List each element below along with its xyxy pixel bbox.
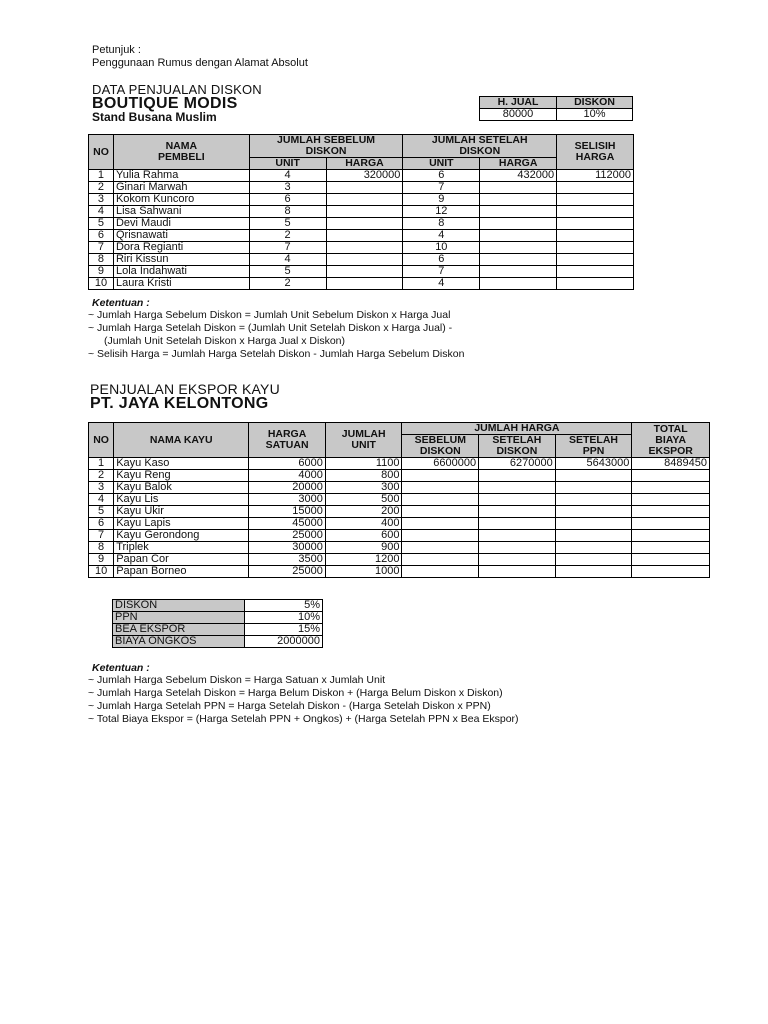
section2-rule-3: ~ Jumlah Harga Setelah PPN = Harga Setelah Diskon - (Harga Setelah Diskon x PPN): [88, 700, 491, 712]
row-harga-setelah: [480, 266, 557, 278]
row-total-biaya: [632, 554, 710, 566]
row-harga-sebelum: [326, 266, 403, 278]
row-harga-satuan: 45000: [249, 518, 326, 530]
row-jumlah-unit: 1200: [325, 554, 402, 566]
table-row: [89, 566, 710, 578]
row-unit-setelah: 9: [403, 194, 480, 206]
row-harga-satuan: 4000: [249, 470, 326, 482]
row-setelah-diskon: [479, 470, 556, 482]
table-row: [89, 506, 710, 518]
section1-subtitle: Stand Busana Muslim: [92, 110, 217, 124]
row-unit-setelah: 7: [403, 266, 480, 278]
row-harga-sebelum: [326, 206, 403, 218]
section2-rule-4: ~ Total Biaya Ekspor = (Harga Setelah PPN + Ongkos) + (Harga Setelah PPN x Bea Ekspor): [88, 713, 519, 725]
row-nama-pembeli: Yulia Rahma: [113, 170, 249, 182]
row-unit-setelah: 6: [403, 170, 480, 182]
col-nama-pembeli: [113, 135, 249, 170]
col-selisih-line1: SELISIH: [574, 140, 616, 152]
row-no: 10: [89, 278, 114, 290]
row-total-biaya: [632, 494, 710, 506]
row-selisih-harga: [557, 194, 634, 206]
row-harga-setelah: [480, 230, 557, 242]
row-nama-kayu: Triplek: [114, 542, 249, 554]
row-unit-sebelum: 2: [249, 230, 326, 242]
col2-nama-kayu: NAMA KAYU: [114, 423, 249, 458]
row-total-biaya: [632, 566, 710, 578]
row-no: 7: [89, 242, 114, 254]
row-setelah-diskon: [479, 542, 556, 554]
row-total-biaya: [632, 530, 710, 542]
row-sebelum-diskon: [402, 506, 479, 518]
col-jumlah-sebelum: [249, 135, 403, 158]
row-no: 5: [89, 506, 114, 518]
section1-rule-3: (Jumlah Unit Setelah Diskon x Harga Jual x Diskon): [104, 335, 346, 347]
col2-ppn-line2: PPN: [582, 445, 605, 457]
row-unit-sebelum: 8: [249, 206, 326, 218]
row-nama-kayu: Kayu Kaso: [114, 458, 249, 470]
row-setelah-ppn: [555, 518, 632, 530]
table-row: [89, 458, 710, 470]
row-setelah-diskon: [479, 530, 556, 542]
col2-total-line2: BIAYA: [655, 433, 687, 446]
row-no: 2: [89, 470, 114, 482]
row-no: 7: [89, 530, 114, 542]
row-unit-setelah: 8: [403, 218, 480, 230]
col2-sebelum-line1: SEBELUM: [414, 434, 466, 446]
parameter-row: [113, 624, 323, 636]
parameter-value: 5%: [245, 600, 323, 612]
row-no: 6: [89, 230, 114, 242]
row-selisih-harga: [557, 218, 634, 230]
table-row: [89, 242, 634, 254]
row-setelah-ppn: [555, 566, 632, 578]
row-total-biaya: [632, 482, 710, 494]
row-unit-setelah: 4: [403, 230, 480, 242]
row-nama-kayu: Kayu Lapis: [114, 518, 249, 530]
row-jumlah-unit: 300: [325, 482, 402, 494]
col2-harga-line1: HARGA: [267, 428, 307, 440]
row-nama-pembeli: Lola Indahwati: [113, 266, 249, 278]
table-row: [89, 482, 710, 494]
col2-jumlah-unit: [325, 423, 402, 458]
row-nama-kayu: Papan Borneo: [114, 566, 249, 578]
row-no: 3: [89, 194, 114, 206]
row-sebelum-diskon: [402, 494, 479, 506]
parameter-value: 2000000: [245, 636, 323, 648]
section1-rule-2: ~ Jumlah Harga Setelah Diskon = (Jumlah Unit Setelah Diskon x Harga Jual) -: [88, 322, 453, 334]
table-row: [89, 266, 634, 278]
table-row: [89, 530, 710, 542]
row-no: 9: [89, 266, 114, 278]
row-harga-setelah: [480, 218, 557, 230]
row-jumlah-unit: 200: [325, 506, 402, 518]
row-harga-satuan: 20000: [249, 482, 326, 494]
parameter-row: [113, 636, 323, 648]
table-row: [89, 254, 634, 266]
row-harga-satuan: 3500: [249, 554, 326, 566]
row-harga-setelah: [480, 206, 557, 218]
row-selisih-harga: [557, 254, 634, 266]
row-setelah-ppn: [555, 506, 632, 518]
row-no: 10: [89, 566, 114, 578]
row-setelah-diskon: [479, 554, 556, 566]
row-nama-kayu: Papan Cor: [114, 554, 249, 566]
row-nama-pembeli: Devi Maudi: [113, 218, 249, 230]
row-unit-sebelum: 7: [249, 242, 326, 254]
row-selisih-harga: [557, 278, 634, 290]
row-no: 8: [89, 542, 114, 554]
section2-company: PT. JAYA KELONTONG: [90, 395, 269, 412]
intro-line-1: Petunjuk :: [92, 44, 141, 56]
row-harga-setelah: [480, 242, 557, 254]
row-unit-setelah: 7: [403, 182, 480, 194]
col-setelah-line1: JUMLAH SETELAH: [431, 134, 528, 146]
row-no: 1: [89, 458, 114, 470]
row-selisih-harga: 112000: [557, 170, 634, 182]
table-row: [89, 182, 634, 194]
col-nama-line2: PEMBELI: [157, 151, 205, 163]
row-harga-sebelum: 320000: [326, 170, 403, 182]
section2-rule-1: ~ Jumlah Harga Sebelum Diskon = Harga Satuan x Jumlah Unit: [88, 674, 386, 686]
row-sebelum-diskon: [402, 530, 479, 542]
row-sebelum-diskon: [402, 554, 479, 566]
col-selisih-harga: [557, 135, 634, 170]
parameter-value: 10%: [245, 612, 323, 624]
table-row: [89, 470, 710, 482]
col-jumlah-setelah: [403, 135, 557, 158]
row-total-biaya: [632, 518, 710, 530]
row-unit-sebelum: 6: [249, 194, 326, 206]
col2-jumlah-line2: UNIT: [351, 439, 376, 451]
row-total-biaya: [632, 506, 710, 518]
row-jumlah-unit: 900: [325, 542, 402, 554]
row-total-biaya: [632, 542, 710, 554]
row-setelah-ppn: [555, 470, 632, 482]
col2-setelah-line2: DISKON: [496, 445, 538, 457]
row-selisih-harga: [557, 182, 634, 194]
row-unit-sebelum: 5: [249, 266, 326, 278]
col-unit-setelah: UNIT: [403, 158, 480, 170]
table-row: [89, 218, 634, 230]
col-unit-sebelum: UNIT: [249, 158, 326, 170]
row-unit-setelah: 6: [403, 254, 480, 266]
row-sebelum-diskon: 6600000: [402, 458, 479, 470]
col2-sebelum-line2: DISKON: [419, 445, 461, 457]
parameter-table: [112, 599, 323, 648]
h-jual-value: 80000: [480, 109, 557, 121]
row-harga-setelah: 432000: [480, 170, 557, 182]
row-no: 2: [89, 182, 114, 194]
row-no: 3: [89, 482, 114, 494]
row-nama-kayu: Kayu Lis: [114, 494, 249, 506]
row-selisih-harga: [557, 242, 634, 254]
row-sebelum-diskon: [402, 482, 479, 494]
row-setelah-ppn: [555, 530, 632, 542]
row-no: 5: [89, 218, 114, 230]
row-jumlah-unit: 600: [325, 530, 402, 542]
parameter-value: 15%: [245, 624, 323, 636]
row-harga-satuan: 25000: [249, 530, 326, 542]
table-row: [89, 278, 634, 290]
col-selisih-line2: HARGA: [575, 151, 615, 163]
col2-jumlah-harga: JUMLAH HARGA: [402, 423, 632, 435]
row-nama-pembeli: Dora Regianti: [113, 242, 249, 254]
row-harga-satuan: 15000: [249, 506, 326, 518]
row-setelah-diskon: [479, 566, 556, 578]
row-harga-satuan: 6000: [249, 458, 326, 470]
row-setelah-ppn: [555, 554, 632, 566]
row-jumlah-unit: 400: [325, 518, 402, 530]
row-setelah-diskon: [479, 518, 556, 530]
row-harga-satuan: 3000: [249, 494, 326, 506]
row-unit-sebelum: 5: [249, 218, 326, 230]
section1-company: BOUTIQUE MODIS: [92, 95, 238, 112]
row-harga-satuan: 25000: [249, 566, 326, 578]
parameter-label: BIAYA ONGKOS: [113, 636, 245, 648]
table-row: [89, 542, 710, 554]
parameter-row: [113, 612, 323, 624]
col2-jumlah-line1: JUMLAH: [341, 428, 386, 440]
section1-title: DATA PENJUALAN DISKON: [92, 82, 262, 97]
section1-rule-1: ~ Jumlah Harga Sebelum Diskon = Jumlah Unit Sebelum Diskon x Harga Jual: [88, 309, 451, 321]
col-sebelum-line1: JUMLAH SEBELUM: [277, 134, 376, 146]
row-setelah-diskon: [479, 494, 556, 506]
row-no: 1: [89, 170, 114, 182]
col-harga-sebelum: HARGA: [326, 158, 403, 170]
col2-ppn-line1: SETELAH: [569, 434, 619, 446]
row-sebelum-diskon: [402, 470, 479, 482]
row-unit-sebelum: 3: [249, 182, 326, 194]
table-row: [89, 554, 710, 566]
row-harga-sebelum: [326, 194, 403, 206]
row-no: 9: [89, 554, 114, 566]
row-jumlah-unit: 1000: [325, 566, 402, 578]
section1-rule-4: ~ Selisih Harga = Jumlah Harga Setelah Diskon - Jumlah Harga Sebelum Diskon: [88, 348, 465, 360]
row-total-biaya: [632, 470, 710, 482]
parameter-label: BEA EKSPOR: [113, 624, 245, 636]
row-nama-kayu: Kayu Ukir: [114, 506, 249, 518]
row-selisih-harga: [557, 206, 634, 218]
diskon-value: 10%: [557, 109, 633, 121]
row-jumlah-unit: 500: [325, 494, 402, 506]
row-selisih-harga: [557, 230, 634, 242]
col2-sebelum-diskon: [402, 435, 479, 458]
row-harga-setelah: [480, 182, 557, 194]
section2-ketentuan-label: Ketentuan :: [92, 662, 150, 674]
row-nama-kayu: Kayu Balok: [114, 482, 249, 494]
export-wood-table: [88, 422, 710, 578]
row-nama-pembeli: Kokom Kuncoro: [113, 194, 249, 206]
row-setelah-diskon: [479, 506, 556, 518]
price-box: [479, 96, 633, 121]
table-row: [89, 230, 634, 242]
row-nama-pembeli: Laura Kristi: [113, 278, 249, 290]
row-harga-sebelum: [326, 218, 403, 230]
row-setelah-ppn: [555, 482, 632, 494]
col-sebelum-line2: DISKON: [305, 145, 347, 157]
row-unit-sebelum: 4: [249, 170, 326, 182]
intro-line-2: Penggunaan Rumus dengan Alamat Absolut: [92, 57, 308, 69]
row-harga-setelah: [480, 278, 557, 290]
col2-no: NO: [89, 423, 114, 458]
col2-harga-satuan: [249, 423, 326, 458]
row-nama-pembeli: Riri Kissun: [113, 254, 249, 266]
row-no: 4: [89, 494, 114, 506]
col-nama-line1: NAMA: [165, 140, 198, 152]
row-harga-sebelum: [326, 254, 403, 266]
col-no: NO: [89, 135, 114, 170]
section2-rule-2: ~ Jumlah Harga Setelah Diskon = Harga Belum Diskon + (Harga Belum Diskon x Diskon): [88, 687, 503, 699]
row-no: 6: [89, 518, 114, 530]
row-unit-sebelum: 2: [249, 278, 326, 290]
row-harga-satuan: 30000: [249, 542, 326, 554]
row-setelah-diskon: 6270000: [479, 458, 556, 470]
table-row: [89, 194, 634, 206]
row-unit-sebelum: 4: [249, 254, 326, 266]
row-nama-pembeli: Qrisnawati: [113, 230, 249, 242]
col2-total-line3: EKSPOR: [648, 444, 693, 457]
row-harga-sebelum: [326, 230, 403, 242]
row-nama-kayu: Kayu Reng: [114, 470, 249, 482]
table-row: [89, 494, 710, 506]
row-harga-sebelum: [326, 242, 403, 254]
row-nama-pembeli: Lisa Sahwani: [113, 206, 249, 218]
row-setelah-ppn: 5643000: [555, 458, 632, 470]
row-unit-setelah: 4: [403, 278, 480, 290]
row-no: 4: [89, 206, 114, 218]
row-nama-kayu: Kayu Gerondong: [114, 530, 249, 542]
row-harga-sebelum: [326, 278, 403, 290]
row-sebelum-diskon: [402, 518, 479, 530]
row-harga-setelah: [480, 254, 557, 266]
row-jumlah-unit: 1100: [325, 458, 402, 470]
col-harga-setelah: HARGA: [480, 158, 557, 170]
h-jual-header: H. JUAL: [480, 97, 557, 109]
col2-setelah-ppn: [555, 435, 632, 458]
row-sebelum-diskon: [402, 566, 479, 578]
row-harga-sebelum: [326, 182, 403, 194]
row-selisih-harga: [557, 266, 634, 278]
row-sebelum-diskon: [402, 542, 479, 554]
row-unit-setelah: 10: [403, 242, 480, 254]
row-setelah-ppn: [555, 494, 632, 506]
row-nama-pembeli: Ginari Marwah: [113, 182, 249, 194]
section2-title: PENJUALAN EKSPOR KAYU: [90, 381, 280, 397]
diskon-header: DISKON: [557, 97, 633, 109]
row-unit-setelah: 12: [403, 206, 480, 218]
col2-setelah-line1: SETELAH: [492, 434, 542, 446]
parameter-label: DISKON: [113, 600, 245, 612]
parameter-row: [113, 600, 323, 612]
col-setelah-line2: DISKON: [459, 145, 501, 157]
table-row: [89, 206, 634, 218]
table-row: [89, 170, 634, 182]
col2-harga-line2: SATUAN: [265, 439, 309, 451]
col2-total-line1: TOTAL: [653, 422, 688, 435]
table-row: [89, 518, 710, 530]
row-harga-setelah: [480, 194, 557, 206]
section1-ketentuan-label: Ketentuan :: [92, 297, 150, 309]
row-setelah-diskon: [479, 482, 556, 494]
parameter-label: PPN: [113, 612, 245, 624]
col2-total-biaya: [632, 423, 710, 458]
row-total-biaya: 8489450: [632, 458, 710, 470]
row-setelah-ppn: [555, 542, 632, 554]
sales-discount-table: [88, 134, 634, 290]
row-no: 8: [89, 254, 114, 266]
col2-setelah-diskon: [479, 435, 556, 458]
row-jumlah-unit: 800: [325, 470, 402, 482]
